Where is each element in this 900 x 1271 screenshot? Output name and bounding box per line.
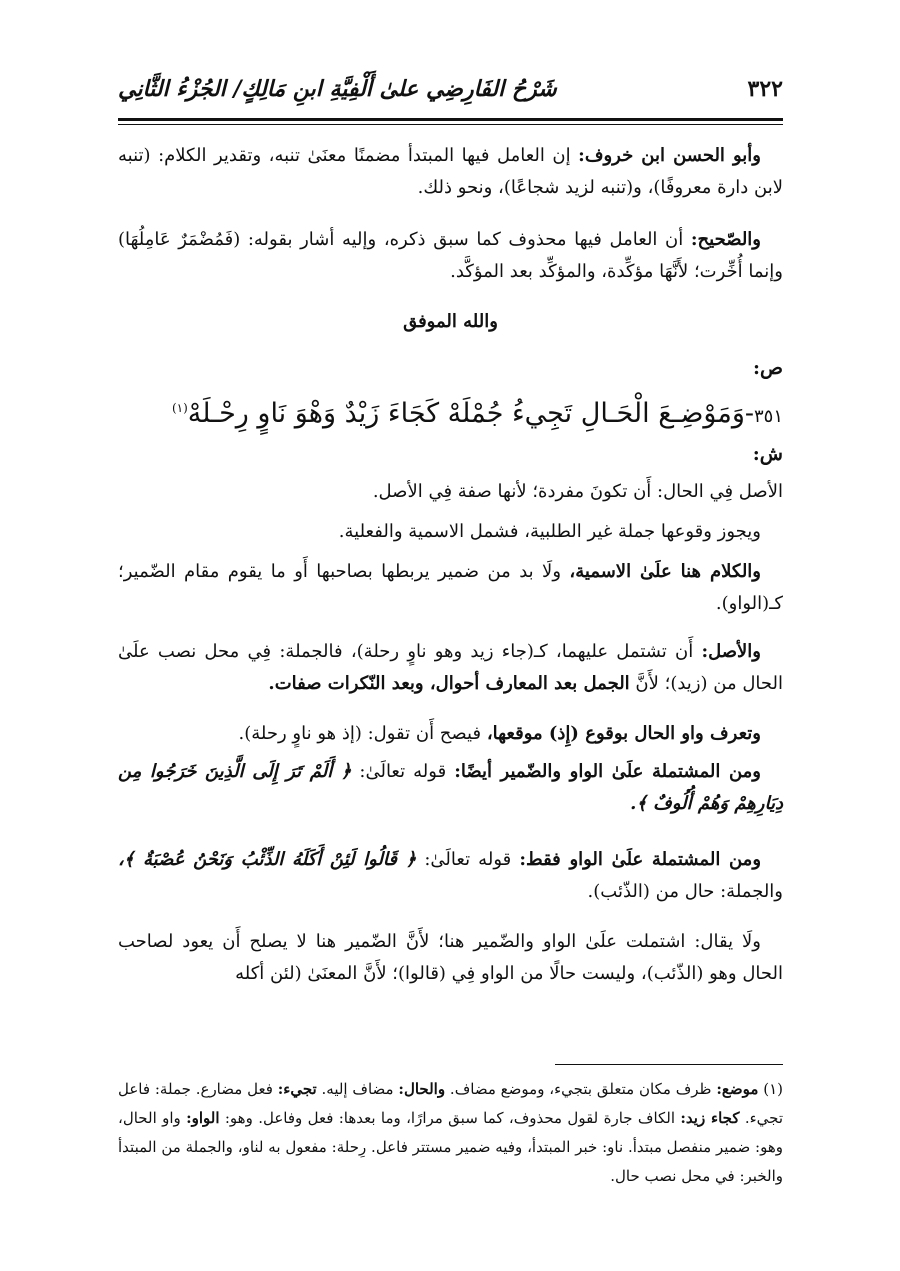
paragraph-correct-view	[118, 224, 783, 288]
paragraph-asl: الأصل فِي الحال: أَن تكونَ مفردة؛ لأنها صفة فِي الأصل.	[372, 481, 783, 502]
footnote-number: (١)	[763, 1080, 783, 1098]
paragraph-nominal	[118, 556, 783, 620]
paragraph-lead: ومن المشتملة علَىٰ الواو فقط:	[519, 849, 762, 870]
footnote-text: واو الحال، وهو: ضمير منفصل مبتدأ. ناو: خبر المبتدأ، وفيه ضمير مستتر فاعل. رِحلة: مفعول به لناو، والجملة من المبتدأ والخبر: في محل نصب حال.	[118, 1109, 783, 1185]
paragraph-objection: ولَا يقال: اشتملت علَىٰ الواو والضّمير هنا؛ لأَنَّ الضّمير هنا لا يصلح أَن يعود لصاحب الحال وهو (الذّئب)، وليست حالًا من الواو فِي (قالوا)؛ لأَنَّ المعنَىٰ (لئن أكله	[118, 931, 783, 984]
paragraph-permissible: ويجوز وقوعها جملة غير الطلبية، فشمل الاسمية والفعلية.	[338, 521, 761, 542]
book-title: شَرْحُ الفَارِضِي علىٰ أَلْفِيَّةِ ابنِ مَالِكٍ/ الجُزْءُ الثَّانِي	[118, 76, 557, 102]
header-rule-thin	[118, 124, 783, 125]
footnote-term: تجيء:	[277, 1080, 317, 1098]
header-rule-thick	[118, 118, 783, 121]
paragraph-text-2: والجملة: حال من (الذّئب).	[587, 881, 783, 902]
paragraph-text: قوله تعالَىٰ:	[416, 849, 520, 870]
paragraph-text: ولَا بد من ضمير يربطها بصاحبها أَو ما يقوم مقام الضّمير؛ كـ(الواو).	[118, 561, 783, 614]
paragraph-text: أَن تشتمل عليهما، كـ(جاء زيد وهو ناوٍ رحلة)، فالجملة: فِي محل نصب علَىٰ الحال من (زيد)؛ لأَنَّ	[118, 641, 783, 694]
footnote-text: فعل مضارع. جملة: فاعل تجيء.	[118, 1080, 784, 1127]
paragraph-lead: ومن المشتملة علَىٰ الواو والضّمير أيضًا:	[454, 761, 761, 782]
footnote-separator	[555, 1064, 783, 1065]
paragraph-lead: وتعرف واو الحال بوقوع (إِذ) موقعها،	[486, 723, 761, 744]
running-header	[118, 72, 783, 120]
paragraph-text: أن العامل فيها محذوف كما سبق ذكره، وإليه أشار بقوله: (فَمُضْمَرٌ عَامِلُهَا) وإنما أُخِّرت؛ لأَنَّهَا مؤكِّدة، والمؤكِّد بعد المؤكَّد.	[118, 229, 783, 282]
paragraph-lead: وأبو الحسن ابن خروف:	[578, 145, 762, 166]
footnote-text: الكاف جارة لقول محذوف، كما سبق مرارًا، وما بعدها: فعل وفاعل. وهو:	[219, 1109, 681, 1127]
footnote	[118, 1075, 783, 1191]
footnote-text: مضاف إليه.	[316, 1080, 399, 1098]
footnote-ref: (١)	[171, 401, 188, 415]
footnote-term: الواو:	[186, 1109, 220, 1127]
paragraph-haal-waw	[118, 718, 783, 750]
quran-quote: ﴿ قَالُوا لَئِنْ أَكَلَهُ الذِّئْبُ وَنَحْنُ عُصْبَةٌ ﴾،	[118, 849, 417, 870]
verse-number: ٣٥١	[753, 406, 783, 427]
footnote-text: ظرف مكان متعلق بتجيء، وموضع مضاف.	[445, 1080, 717, 1098]
paragraph-bold-ending: الجمل بعد المعارف أحوال، وبعد النّكرات صفات.	[268, 673, 630, 694]
paragraph-text: قوله تعالَىٰ:	[351, 761, 455, 782]
paragraph-example-both	[118, 756, 783, 820]
matn-label: ص:	[753, 357, 783, 379]
paragraph-lead: والكلام هنا علَىٰ الاسمية،	[569, 561, 761, 582]
paragraph-original	[118, 636, 783, 700]
quran-quote: ﴿ أَلَمْ تَرَ إِلَى الَّذِينَ خَرَجُوا مِن دِيَارِهِمْ وَهُمْ أُلُوفٌ ﴾.	[118, 761, 783, 814]
paragraph-text: فيصح أَن تقول: (إذ هو ناوٍ رحلة).	[238, 723, 487, 744]
verse-text: -وَمَوْضِـعَ الْحَـالِ تَجِيءُ جُمْلَهْ كَجَاءَ زَيْدٌ وَهْوَ نَاوٍ رِحْـلَهْ	[187, 398, 754, 429]
closing-phrase: والله الموفق	[403, 311, 498, 332]
paragraph-example-waw	[118, 844, 783, 908]
page-number: ٣٢٢	[747, 76, 783, 102]
footnote-term: والحال:	[398, 1080, 446, 1098]
paragraph-ibn-kharuf	[118, 140, 783, 204]
sharh-label: ش:	[752, 443, 783, 465]
paragraph-lead: والصّحيح:	[690, 229, 761, 250]
footnote-term: كجاء زيد:	[680, 1109, 740, 1127]
paragraph-lead: والأصل:	[701, 641, 761, 662]
paragraph-text: إن العامل فيها المبتدأ مضمنًا معنَىٰ تنبه، وتقدير الكلام: (تنبه لابن دارة معروفًا)، و(تنبه لزيد شجاعًا)، ونحو ذلك.	[118, 145, 783, 198]
footnote-term: موضع:	[716, 1080, 759, 1098]
alfiyya-verse	[118, 388, 783, 437]
